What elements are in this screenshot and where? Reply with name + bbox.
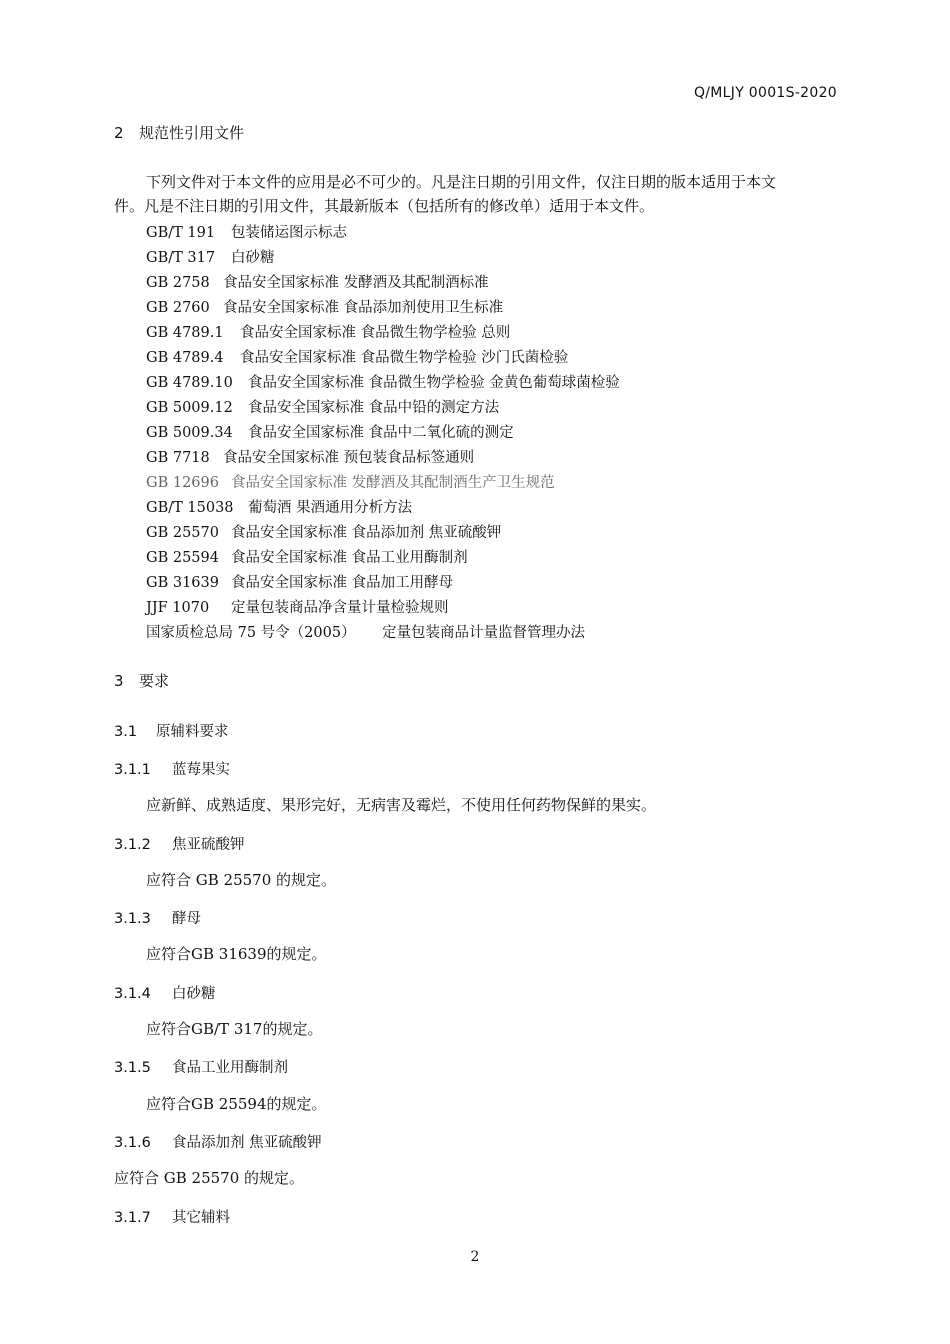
clause-heading: 3.1.7 其它辅料 bbox=[114, 1210, 230, 1226]
reference-item: GB 12696 食品安全国家标准 发酵酒及其配制酒生产卫生规范 bbox=[146, 475, 555, 491]
reference-item: GB 5009.12 食品安全国家标准 食品中铅的测定方法 bbox=[146, 400, 500, 416]
clause-text: 应符合GB/T 317的规定。 bbox=[146, 1020, 323, 1038]
section-number: 3 bbox=[114, 672, 124, 690]
reference-item: GB 4789.4 食品安全国家标准 食品微生物学检验 沙门氏菌检验 bbox=[146, 350, 569, 366]
section-title: 要求 bbox=[139, 672, 170, 690]
section-number: 2 bbox=[114, 124, 124, 142]
page-number: 2 bbox=[470, 1249, 480, 1265]
intro-line: 下列文件对于本文件的应用是必不可少的。凡是注日期的引用文件，仅注日期的版本适用于本文 bbox=[146, 173, 777, 191]
section-2-heading bbox=[114, 122, 244, 143]
clause-heading: 3.1.5 食品工业用酶制剂 bbox=[114, 1060, 288, 1076]
clause-text: 应符合GB 25594的规定。 bbox=[146, 1095, 327, 1113]
reference-item: GB 25594 食品安全国家标准 食品工业用酶制剂 bbox=[146, 550, 468, 566]
clause-heading: 3.1.2 焦亚硫酸钾 bbox=[114, 837, 245, 853]
clause-heading: 3.1.1 蓝莓果实 bbox=[114, 762, 230, 778]
section-title: 规范性引用文件 bbox=[139, 124, 245, 142]
reference-item: GB 2758 食品安全国家标准 发酵酒及其配制酒标准 bbox=[146, 275, 489, 291]
clause-heading: 3.1.6 食品添加剂 焦亚硫酸钾 bbox=[114, 1135, 322, 1151]
reference-item: GB/T 15038 葡萄酒 果酒通用分析方法 bbox=[146, 500, 413, 516]
clause-heading: 3.1.4 白砂糖 bbox=[114, 986, 216, 1002]
reference-item: GB 4789.1 食品安全国家标准 食品微生物学检验 总则 bbox=[146, 325, 511, 341]
reference-item: GB 5009.34 食品安全国家标准 食品中二氧化硫的测定 bbox=[146, 425, 514, 441]
reference-item: GB/T 317 白砂糖 bbox=[146, 250, 275, 266]
clause-heading: 3.1.3 酵母 bbox=[114, 911, 201, 927]
reference-item: GB/T 191 包装储运图示标志 bbox=[146, 225, 347, 241]
clause-text: 应符合 GB 25570 的规定。 bbox=[146, 871, 337, 889]
reference-item: GB 7718 食品安全国家标准 预包装食品标签通则 bbox=[146, 450, 475, 466]
reference-item: GB 4789.10 食品安全国家标准 食品微生物学检验 金黄色葡萄球菌检验 bbox=[146, 375, 620, 391]
document-number: Q/MLJY 0001S-2020 bbox=[693, 85, 837, 101]
reference-item: GB 2760 食品安全国家标准 食品添加剂使用卫生标准 bbox=[146, 300, 504, 316]
reference-item: 国家质检总局 75 号令（2005） 定量包装商品计量监督管理办法 bbox=[146, 625, 585, 641]
clause-text: 应符合 GB 25570 的规定。 bbox=[114, 1169, 305, 1187]
clause-text: 应符合GB 31639的规定。 bbox=[146, 945, 327, 963]
clause-text: 应新鲜、成熟适度、果形完好，无病害及霉烂，不使用任何药物保鲜的果实。 bbox=[146, 796, 657, 814]
reference-item: GB 31639 食品安全国家标准 食品加工用酵母 bbox=[146, 575, 454, 591]
intro-line: 件。凡是不注日期的引用文件，其最新版本（包括所有的修改单）适用于本文件。 bbox=[114, 197, 655, 215]
subsection-3-1-heading: 3.1 原辅料要求 bbox=[114, 724, 229, 740]
reference-item: JJF 1070 定量包装商品净含量计量检验规则 bbox=[146, 600, 449, 616]
intro-paragraph bbox=[114, 170, 838, 218]
reference-item: GB 25570 食品安全国家标准 食品添加剂 焦亚硫酸钾 bbox=[146, 525, 502, 541]
section-3-heading bbox=[114, 670, 169, 691]
